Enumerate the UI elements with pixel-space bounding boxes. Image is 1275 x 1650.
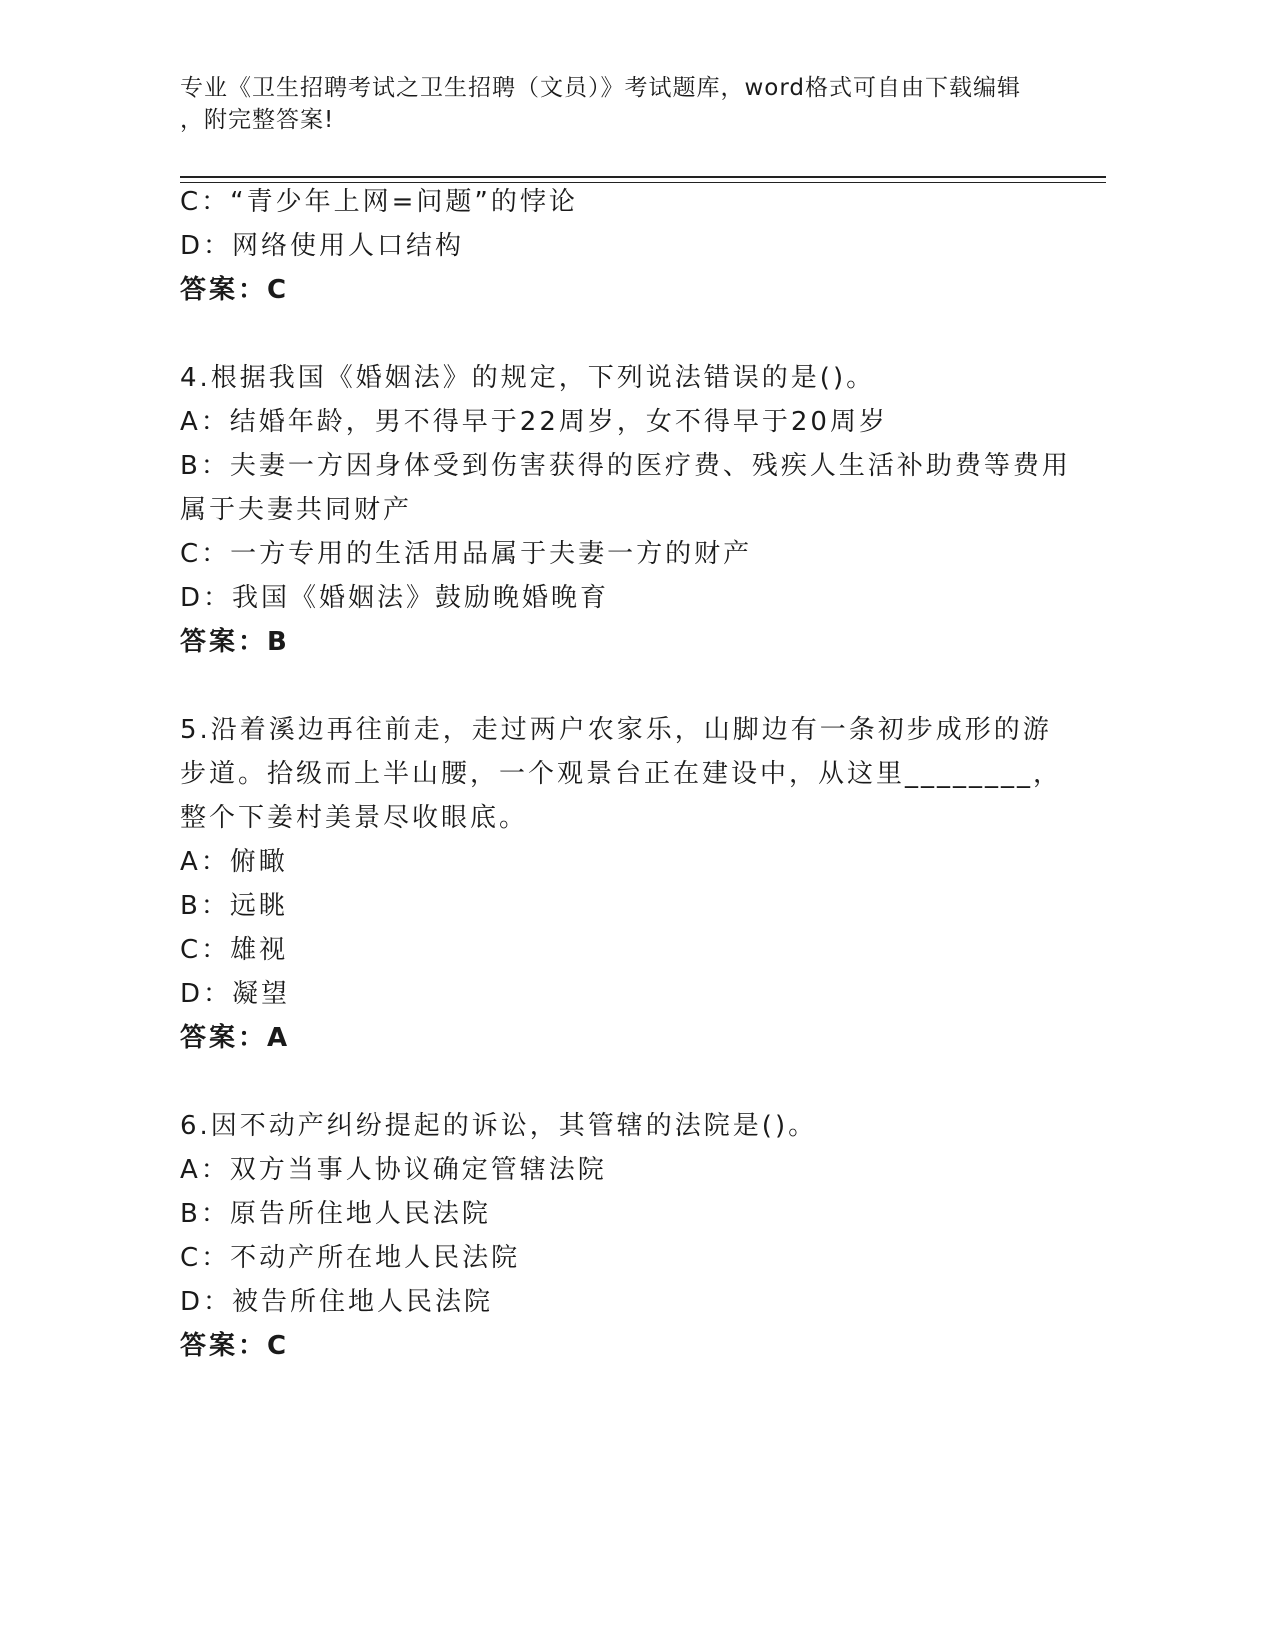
question-4 [180, 356, 1071, 664]
q3-option-d: D：网络使用人口结构 [180, 231, 465, 261]
q6-option-b: B：原告所住地人民法院 [180, 1199, 491, 1229]
q5-stem-line3: 整个下姜村美景尽收眼底。 [180, 803, 529, 833]
q6-option-c: C：不动产所在地人民法院 [180, 1243, 521, 1273]
q6-answer: 答案：C [180, 1331, 290, 1361]
q3-answer: 答案：C [180, 275, 290, 305]
q5-option-b: B：远眺 [180, 891, 288, 921]
q4-option-b-line2: 属于夫妻共同财产 [180, 495, 413, 525]
q5-option-d: D：凝望 [180, 979, 291, 1009]
q4-option-d: D：我国《婚姻法》鼓励晚婚晚育 [180, 583, 610, 613]
q5-stem-line1: 5.沿着溪边再往前走，走过两户农家乐，山脚边有一条初步成形的游 [180, 715, 1052, 745]
q4-option-c: C：一方专用的生活用品属于夫妻一方的财产 [180, 539, 753, 569]
q6-option-a: A：双方当事人协议确定管辖法院 [180, 1155, 607, 1185]
question-3-tail [180, 180, 1060, 312]
q4-answer: 答案：B [180, 627, 290, 657]
question-5 [180, 708, 1063, 1060]
q6-option-d: D：被告所住地人民法院 [180, 1287, 494, 1317]
spacer [180, 1060, 1060, 1104]
spacer [180, 312, 1060, 356]
q4-option-a: A：结婚年龄，男不得早于22周岁，女不得早于20周岁 [180, 407, 888, 437]
header-line-1: 专业《卫生招聘考试之卫生招聘（文员）》考试题库，word格式可自由下载编辑 [180, 75, 1022, 101]
q5-option-a: A：俯瞰 [180, 847, 288, 877]
q4-stem: 4.根据我国《婚姻法》的规定，下列说法错误的是()。 [180, 363, 876, 393]
q6-stem: 6.因不动产纠纷提起的诉讼，其管辖的法院是()。 [180, 1111, 818, 1141]
q5-answer: 答案：A [180, 1023, 291, 1053]
question-6 [180, 1104, 1060, 1368]
q3-option-c: C：“青少年上网=问题”的悖论 [180, 187, 578, 217]
header-line-2: ，附完整答案! [180, 107, 335, 133]
spacer [180, 664, 1060, 708]
q5-option-c: C：雄视 [180, 935, 289, 965]
q4-option-b-line1: B：夫妻一方因身体受到伤害获得的医疗费、残疾人生活补助费等费用 [180, 451, 1071, 481]
document-header [180, 72, 1040, 136]
question-list [180, 180, 1071, 1368]
q5-stem-line2: 步道。拾级而上半山腰，一个观景台正在建设中，从这里________， [180, 759, 1063, 789]
header-divider-thick [180, 176, 1106, 178]
